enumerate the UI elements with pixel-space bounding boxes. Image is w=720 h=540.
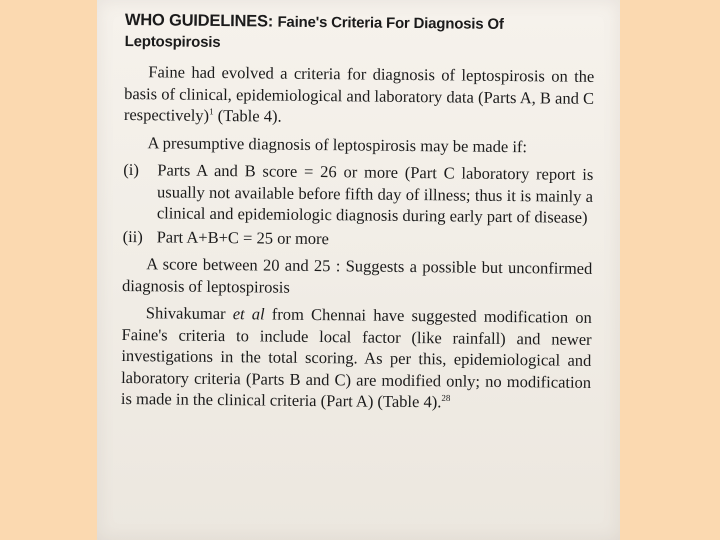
paragraph-presumptive-diagnosis: A presumptive diagnosis of leptospirosis may be made if: <box>147 132 528 156</box>
heading-rest: Faine's Criteria For Diagnosis Of Leptospirosis <box>124 13 504 52</box>
list-item <box>123 159 594 228</box>
list-number: (i) <box>123 159 140 180</box>
list-text: Part A+B+C = 25 or more <box>156 226 330 248</box>
paragraph-score-range: A score between 20 and 25 : Suggests a possible but unconfirmed diagnosis of leptospirosis <box>122 254 593 297</box>
list-item <box>123 225 593 251</box>
scanned-page <box>97 0 620 540</box>
section-heading <box>125 10 595 57</box>
reference-marker: 1 <box>209 106 214 117</box>
list-text: Parts A and B score = 26 or more (Part C laboratory report is usually not available before fifth day of illness; thus it is mainly a clinical and epidemiologic diagnosis during early part of disease) <box>156 160 594 227</box>
paragraph-shivakumar-body: from Chennai have suggested modification on Faine's criteria to include local factor (like rainfall) and newer investigations in the total scoring. As per this, epidemiological and laboratory criteria (Parts B and C) are modified only; no modification is made in the clinical criteria (Part A) (Table 4). <box>120 304 592 412</box>
paragraph-faine-table-ref: (Table 4). <box>217 105 282 126</box>
list-number: (ii) <box>122 226 143 246</box>
paragraph-shivakumar-modification <box>121 302 592 414</box>
heading-lead: WHO GUIDELINES: <box>124 10 274 31</box>
paragraph-shivakumar-etal: et al <box>232 304 265 324</box>
paragraph-faine-criteria <box>124 61 595 130</box>
reference-marker: 28 <box>441 392 451 403</box>
paragraph-shivakumar-pre: Shivakumar <box>145 303 233 324</box>
paragraph-faine-text: Faine had evolved a criteria for diagnosis of leptospirosis on the basis of clinical, epidemiological and laboratory data (Parts A, B and C respectively) <box>123 62 595 125</box>
page-content <box>121 10 595 420</box>
